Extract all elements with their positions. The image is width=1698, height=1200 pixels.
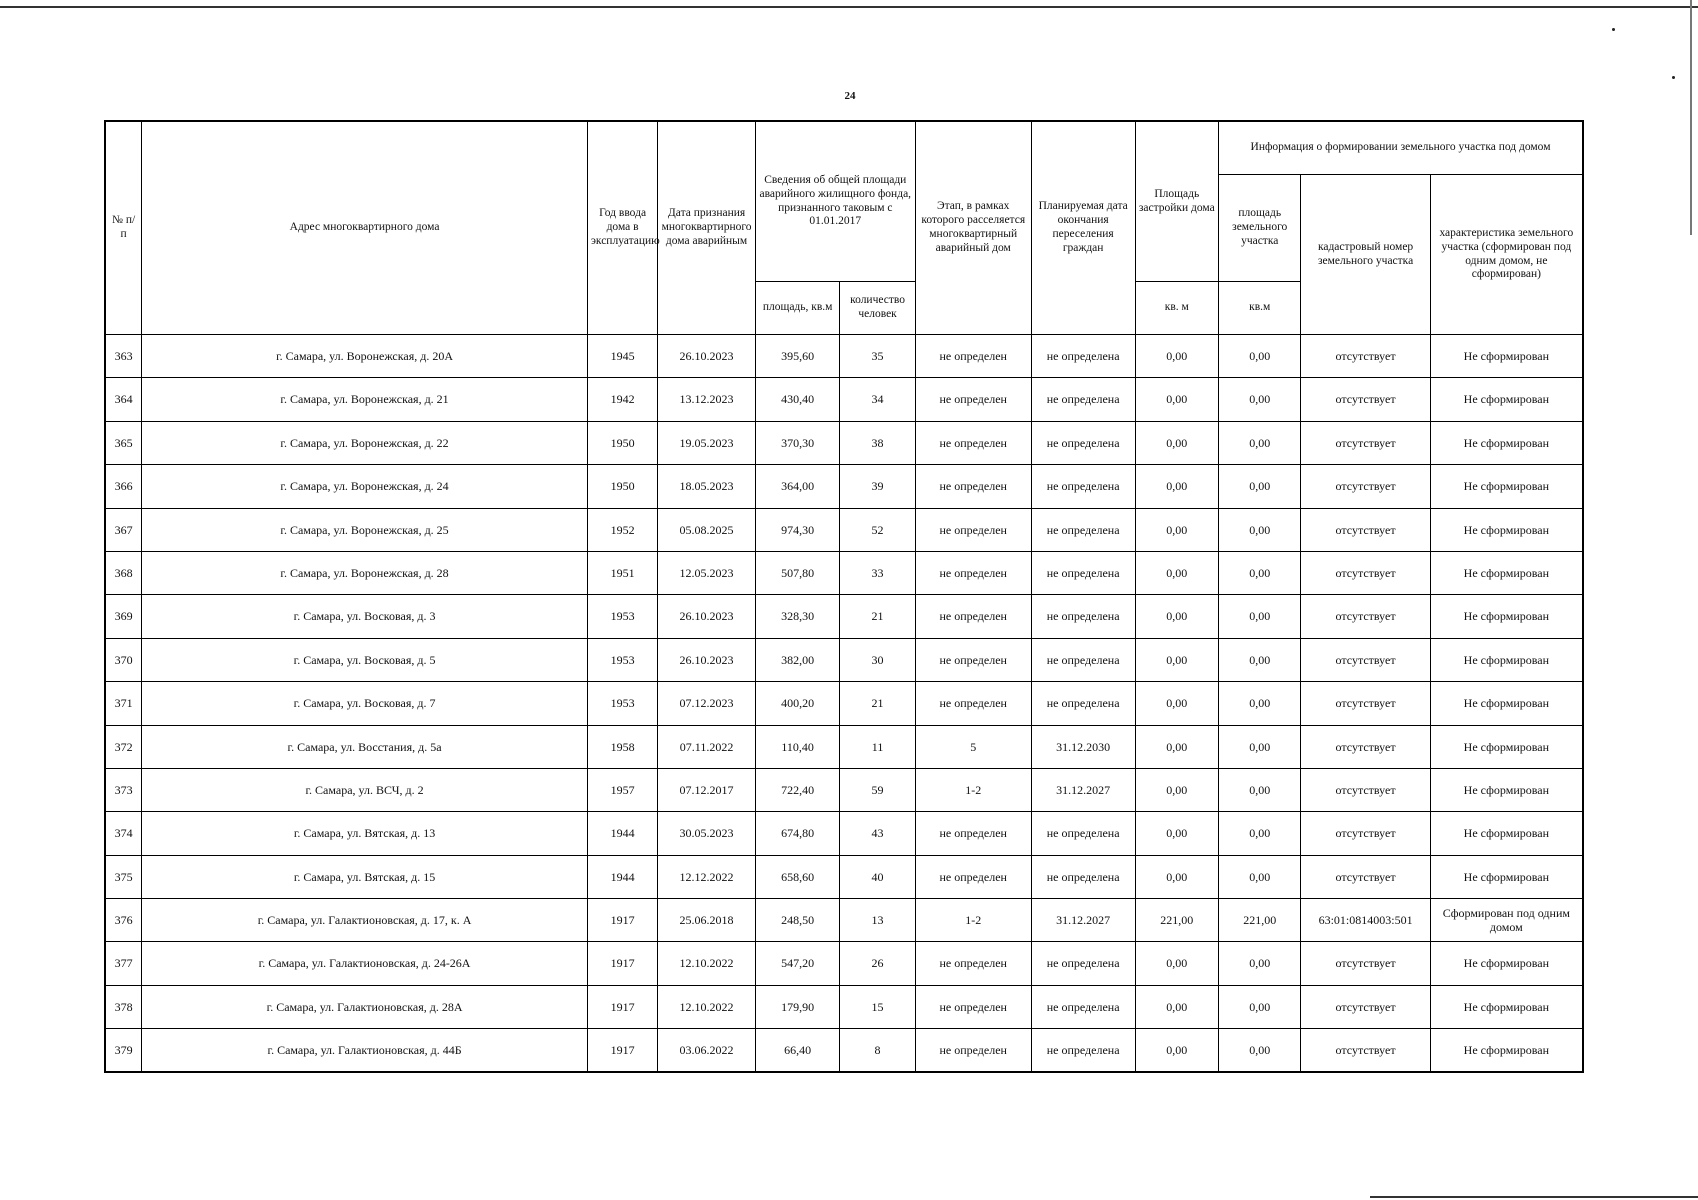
cell-cadastral: отсутствует [1301, 508, 1430, 551]
cell-area: 974,30 [755, 508, 839, 551]
header-land-area: площадь земельного участка [1219, 175, 1301, 282]
cell-year: 1957 [587, 768, 657, 811]
cell-people: 59 [840, 768, 915, 811]
cell-planned-date: 31.12.2030 [1031, 725, 1135, 768]
cell-stage: не определен [915, 378, 1031, 421]
cell-cadastral: отсутствует [1301, 985, 1430, 1028]
cell-recognition-date: 12.05.2023 [658, 551, 756, 594]
cell-building-area: 0,00 [1135, 465, 1218, 508]
cell-land-area: 0,00 [1219, 768, 1301, 811]
cell-cadastral: отсутствует [1301, 812, 1430, 855]
cell-recognition-date: 12.10.2022 [658, 942, 756, 985]
cell-people: 21 [840, 682, 915, 725]
cell-stage: не определен [915, 1029, 1031, 1072]
cell-number: 379 [105, 1029, 142, 1072]
cell-number: 364 [105, 378, 142, 421]
header-stage: Этап, в рамках которого расселяется многоквартирный аварийный дом [915, 121, 1031, 335]
cell-number: 371 [105, 682, 142, 725]
header-recognition-date: Дата признания многоквартирного дома аварийным [658, 121, 756, 335]
cell-year: 1945 [587, 335, 657, 378]
cell-cadastral: отсутствует [1301, 768, 1430, 811]
cell-land-area: 0,00 [1219, 985, 1301, 1028]
cell-people: 8 [840, 1029, 915, 1072]
cell-building-area: 0,00 [1135, 768, 1218, 811]
table-body [105, 335, 1583, 1073]
cell-building-area: 0,00 [1135, 985, 1218, 1028]
cell-building-area: 0,00 [1135, 682, 1218, 725]
cell-planned-date: не определена [1031, 551, 1135, 594]
cell-address: г. Самара, ул. Галактионовская, д. 28А [142, 985, 588, 1028]
cell-area: 248,50 [755, 899, 839, 942]
cell-year: 1950 [587, 421, 657, 464]
cell-land-area: 0,00 [1219, 551, 1301, 594]
cell-year: 1944 [587, 855, 657, 898]
header-people: количество человек [840, 282, 915, 335]
cell-land-area: 0,00 [1219, 378, 1301, 421]
cell-year: 1917 [587, 899, 657, 942]
cell-planned-date: 31.12.2027 [1031, 768, 1135, 811]
cell-year: 1953 [587, 682, 657, 725]
cell-number: 369 [105, 595, 142, 638]
cell-building-area: 221,00 [1135, 899, 1218, 942]
cell-number: 365 [105, 421, 142, 464]
cell-land-area: 221,00 [1219, 899, 1301, 942]
cell-number: 376 [105, 899, 142, 942]
cell-land-area: 0,00 [1219, 638, 1301, 681]
cell-planned-date: не определена [1031, 465, 1135, 508]
cell-people: 33 [840, 551, 915, 594]
cell-land-characteristic: Не сформирован [1430, 1029, 1583, 1072]
cell-area: 395,60 [755, 335, 839, 378]
header-building-area: Площадь застройки дома [1135, 121, 1218, 282]
cell-number: 375 [105, 855, 142, 898]
cell-building-area: 0,00 [1135, 335, 1218, 378]
cell-address: г. Самара, ул. Галактионовская, д. 17, к. А [142, 899, 588, 942]
cell-cadastral: 63:01:0814003:501 [1301, 899, 1430, 942]
cell-building-area: 0,00 [1135, 421, 1218, 464]
cell-address: г. Самара, ул. Восстания, д. 5а [142, 725, 588, 768]
cell-land-characteristic: Не сформирован [1430, 638, 1583, 681]
cell-building-area: 0,00 [1135, 942, 1218, 985]
cell-land-characteristic: Не сформирован [1430, 335, 1583, 378]
cell-stage: не определен [915, 595, 1031, 638]
cell-people: 35 [840, 335, 915, 378]
table-row [105, 985, 1583, 1028]
header-cadastral: кадастровый номер земельного участка [1301, 175, 1430, 335]
scan-edge-top [0, 6, 1698, 8]
table-row [105, 638, 1583, 681]
cell-stage: не определен [915, 985, 1031, 1028]
cell-area: 179,90 [755, 985, 839, 1028]
cell-recognition-date: 05.08.2025 [658, 508, 756, 551]
table-row [105, 855, 1583, 898]
cell-stage: не определен [915, 638, 1031, 681]
table-row [105, 595, 1583, 638]
cell-planned-date: 31.12.2027 [1031, 899, 1135, 942]
cell-land-area: 0,00 [1219, 1029, 1301, 1072]
cell-number: 367 [105, 508, 142, 551]
cell-recognition-date: 03.06.2022 [658, 1029, 756, 1072]
cell-recognition-date: 07.12.2023 [658, 682, 756, 725]
cell-area: 547,20 [755, 942, 839, 985]
cell-number: 366 [105, 465, 142, 508]
cell-land-characteristic: Не сформирован [1430, 508, 1583, 551]
cell-land-characteristic: Не сформирован [1430, 812, 1583, 855]
table-row [105, 421, 1583, 464]
cell-area: 328,30 [755, 595, 839, 638]
cell-land-area: 0,00 [1219, 508, 1301, 551]
cell-year: 1951 [587, 551, 657, 594]
cell-recognition-date: 26.10.2023 [658, 595, 756, 638]
cell-number: 363 [105, 335, 142, 378]
scan-edge-bottom [1370, 1196, 1698, 1198]
cell-cadastral: отсутствует [1301, 638, 1430, 681]
cell-building-area: 0,00 [1135, 378, 1218, 421]
cell-land-area: 0,00 [1219, 942, 1301, 985]
cell-building-area: 0,00 [1135, 725, 1218, 768]
cell-area: 658,60 [755, 855, 839, 898]
table-row [105, 551, 1583, 594]
cell-building-area: 0,00 [1135, 508, 1218, 551]
table-row [105, 508, 1583, 551]
page-number: 24 [844, 90, 856, 102]
cell-area: 430,40 [755, 378, 839, 421]
cell-recognition-date: 18.05.2023 [658, 465, 756, 508]
cell-land-characteristic: Сформирован под одним домом [1430, 899, 1583, 942]
cell-address: г. Самара, ул. Восковая, д. 5 [142, 638, 588, 681]
cell-people: 38 [840, 421, 915, 464]
cell-area: 722,40 [755, 768, 839, 811]
cell-cadastral: отсутствует [1301, 942, 1430, 985]
cell-people: 52 [840, 508, 915, 551]
cell-year: 1944 [587, 812, 657, 855]
cell-land-characteristic: Не сформирован [1430, 942, 1583, 985]
table-row [105, 725, 1583, 768]
cell-year: 1942 [587, 378, 657, 421]
cell-recognition-date: 26.10.2023 [658, 335, 756, 378]
cell-area: 507,80 [755, 551, 839, 594]
cell-land-characteristic: Не сформирован [1430, 465, 1583, 508]
cell-area: 400,20 [755, 682, 839, 725]
table-row [105, 335, 1583, 378]
cell-area: 66,40 [755, 1029, 839, 1072]
header-year: Год ввода дома в эксплуатацию [587, 121, 657, 335]
cell-cadastral: отсутствует [1301, 1029, 1430, 1072]
cell-address: г. Самара, ул. Воронежская, д. 22 [142, 421, 588, 464]
cell-building-area: 0,00 [1135, 1029, 1218, 1072]
table-row [105, 1029, 1583, 1072]
cell-cadastral: отсутствует [1301, 682, 1430, 725]
cell-land-area: 0,00 [1219, 421, 1301, 464]
cell-people: 21 [840, 595, 915, 638]
cell-people: 39 [840, 465, 915, 508]
cell-cadastral: отсутствует [1301, 595, 1430, 638]
cell-stage: не определен [915, 421, 1031, 464]
cell-land-characteristic: Не сформирован [1430, 768, 1583, 811]
cell-address: г. Самара, ул. Восковая, д. 7 [142, 682, 588, 725]
emergency-housing-table [104, 120, 1584, 1073]
cell-address: г. Самара, ул. Галактионовская, д. 24-26А [142, 942, 588, 985]
cell-recognition-date: 25.06.2018 [658, 899, 756, 942]
cell-year: 1958 [587, 725, 657, 768]
cell-stage: не определен [915, 812, 1031, 855]
header-building-area-unit: кв. м [1135, 282, 1218, 335]
scan-speck [1672, 76, 1675, 79]
cell-planned-date: не определена [1031, 335, 1135, 378]
cell-building-area: 0,00 [1135, 551, 1218, 594]
cell-people: 15 [840, 985, 915, 1028]
cell-recognition-date: 07.11.2022 [658, 725, 756, 768]
cell-planned-date: не определена [1031, 985, 1135, 1028]
cell-planned-date: не определена [1031, 421, 1135, 464]
cell-land-characteristic: Не сформирован [1430, 725, 1583, 768]
cell-year: 1953 [587, 595, 657, 638]
cell-stage: 1-2 [915, 768, 1031, 811]
cell-address: г. Самара, ул. ВСЧ, д. 2 [142, 768, 588, 811]
cell-cadastral: отсутствует [1301, 335, 1430, 378]
header-land-characteristic: характеристика земельного участка (сформирован под одним домом, не сформирован) [1430, 175, 1583, 335]
cell-area: 110,40 [755, 725, 839, 768]
header-land-area-unit: кв.м [1219, 282, 1301, 335]
cell-planned-date: не определена [1031, 1029, 1135, 1072]
table-row [105, 682, 1583, 725]
cell-land-characteristic: Не сформирован [1430, 595, 1583, 638]
cell-people: 34 [840, 378, 915, 421]
cell-land-area: 0,00 [1219, 335, 1301, 378]
cell-address: г. Самара, ул. Воронежская, д. 28 [142, 551, 588, 594]
cell-year: 1917 [587, 985, 657, 1028]
table-row [105, 899, 1583, 942]
cell-land-characteristic: Не сформирован [1430, 985, 1583, 1028]
cell-address: г. Самара, ул. Галактионовская, д. 44Б [142, 1029, 588, 1072]
cell-cadastral: отсутствует [1301, 725, 1430, 768]
header-land-info: Информация о формировании земельного участка под домом [1219, 121, 1584, 175]
cell-stage: не определен [915, 682, 1031, 725]
scan-speck [1612, 28, 1615, 31]
cell-cadastral: отсутствует [1301, 551, 1430, 594]
cell-address: г. Самара, ул. Воронежская, д. 20А [142, 335, 588, 378]
cell-planned-date: не определена [1031, 942, 1135, 985]
header-no: № п/п [105, 121, 142, 335]
table-row [105, 812, 1583, 855]
cell-year: 1950 [587, 465, 657, 508]
cell-recognition-date: 13.12.2023 [658, 378, 756, 421]
cell-year: 1952 [587, 508, 657, 551]
cell-year: 1917 [587, 1029, 657, 1072]
cell-land-characteristic: Не сформирован [1430, 378, 1583, 421]
cell-cadastral: отсутствует [1301, 421, 1430, 464]
cell-people: 26 [840, 942, 915, 985]
cell-area: 674,80 [755, 812, 839, 855]
cell-address: г. Самара, ул. Воронежская, д. 24 [142, 465, 588, 508]
cell-number: 373 [105, 768, 142, 811]
cell-planned-date: не определена [1031, 508, 1135, 551]
cell-address: г. Самара, ул. Вятская, д. 15 [142, 855, 588, 898]
table-row [105, 465, 1583, 508]
cell-number: 377 [105, 942, 142, 985]
cell-planned-date: не определена [1031, 855, 1135, 898]
cell-number: 372 [105, 725, 142, 768]
cell-land-characteristic: Не сформирован [1430, 551, 1583, 594]
cell-planned-date: не определена [1031, 595, 1135, 638]
cell-address: г. Самара, ул. Воронежская, д. 21 [142, 378, 588, 421]
cell-address: г. Самара, ул. Вятская, д. 13 [142, 812, 588, 855]
cell-planned-date: не определена [1031, 638, 1135, 681]
cell-recognition-date: 19.05.2023 [658, 421, 756, 464]
cell-land-area: 0,00 [1219, 595, 1301, 638]
header-planned-date: Планируемая дата окончания переселения граждан [1031, 121, 1135, 335]
cell-recognition-date: 12.10.2022 [658, 985, 756, 1028]
cell-land-area: 0,00 [1219, 812, 1301, 855]
cell-cadastral: отсутствует [1301, 378, 1430, 421]
table-row [105, 942, 1583, 985]
cell-people: 13 [840, 899, 915, 942]
cell-number: 378 [105, 985, 142, 1028]
cell-stage: 5 [915, 725, 1031, 768]
cell-stage: не определен [915, 465, 1031, 508]
cell-year: 1953 [587, 638, 657, 681]
cell-building-area: 0,00 [1135, 638, 1218, 681]
cell-people: 30 [840, 638, 915, 681]
cell-number: 370 [105, 638, 142, 681]
cell-number: 374 [105, 812, 142, 855]
cell-land-area: 0,00 [1219, 682, 1301, 725]
header-area-info: Сведения об общей площади аварийного жилищного фонда, признанного таковым с 01.01.2017 [755, 121, 915, 282]
cell-area: 364,00 [755, 465, 839, 508]
cell-cadastral: отсутствует [1301, 465, 1430, 508]
cell-land-characteristic: Не сформирован [1430, 682, 1583, 725]
cell-address: г. Самара, ул. Восковая, д. 3 [142, 595, 588, 638]
cell-building-area: 0,00 [1135, 595, 1218, 638]
cell-building-area: 0,00 [1135, 812, 1218, 855]
cell-number: 368 [105, 551, 142, 594]
cell-people: 40 [840, 855, 915, 898]
scan-edge-right [1690, 0, 1692, 235]
cell-recognition-date: 26.10.2023 [658, 638, 756, 681]
cell-area: 382,00 [755, 638, 839, 681]
cell-planned-date: не определена [1031, 682, 1135, 725]
cell-stage: 1-2 [915, 899, 1031, 942]
cell-area: 370,30 [755, 421, 839, 464]
cell-stage: не определен [915, 551, 1031, 594]
cell-stage: не определен [915, 335, 1031, 378]
cell-land-characteristic: Не сформирован [1430, 421, 1583, 464]
header-area: площадь, кв.м [755, 282, 839, 335]
cell-land-area: 0,00 [1219, 725, 1301, 768]
cell-stage: не определен [915, 855, 1031, 898]
table-row [105, 378, 1583, 421]
cell-people: 43 [840, 812, 915, 855]
cell-year: 1917 [587, 942, 657, 985]
cell-recognition-date: 30.05.2023 [658, 812, 756, 855]
cell-people: 11 [840, 725, 915, 768]
cell-recognition-date: 07.12.2017 [658, 768, 756, 811]
cell-land-area: 0,00 [1219, 855, 1301, 898]
header-address: Адрес многоквартирного дома [142, 121, 588, 335]
cell-stage: не определен [915, 508, 1031, 551]
cell-stage: не определен [915, 942, 1031, 985]
cell-land-characteristic: Не сформирован [1430, 855, 1583, 898]
cell-building-area: 0,00 [1135, 855, 1218, 898]
cell-recognition-date: 12.12.2022 [658, 855, 756, 898]
cell-address: г. Самара, ул. Воронежская, д. 25 [142, 508, 588, 551]
cell-planned-date: не определена [1031, 812, 1135, 855]
cell-cadastral: отсутствует [1301, 855, 1430, 898]
cell-planned-date: не определена [1031, 378, 1135, 421]
cell-land-area: 0,00 [1219, 465, 1301, 508]
table-row [105, 768, 1583, 811]
